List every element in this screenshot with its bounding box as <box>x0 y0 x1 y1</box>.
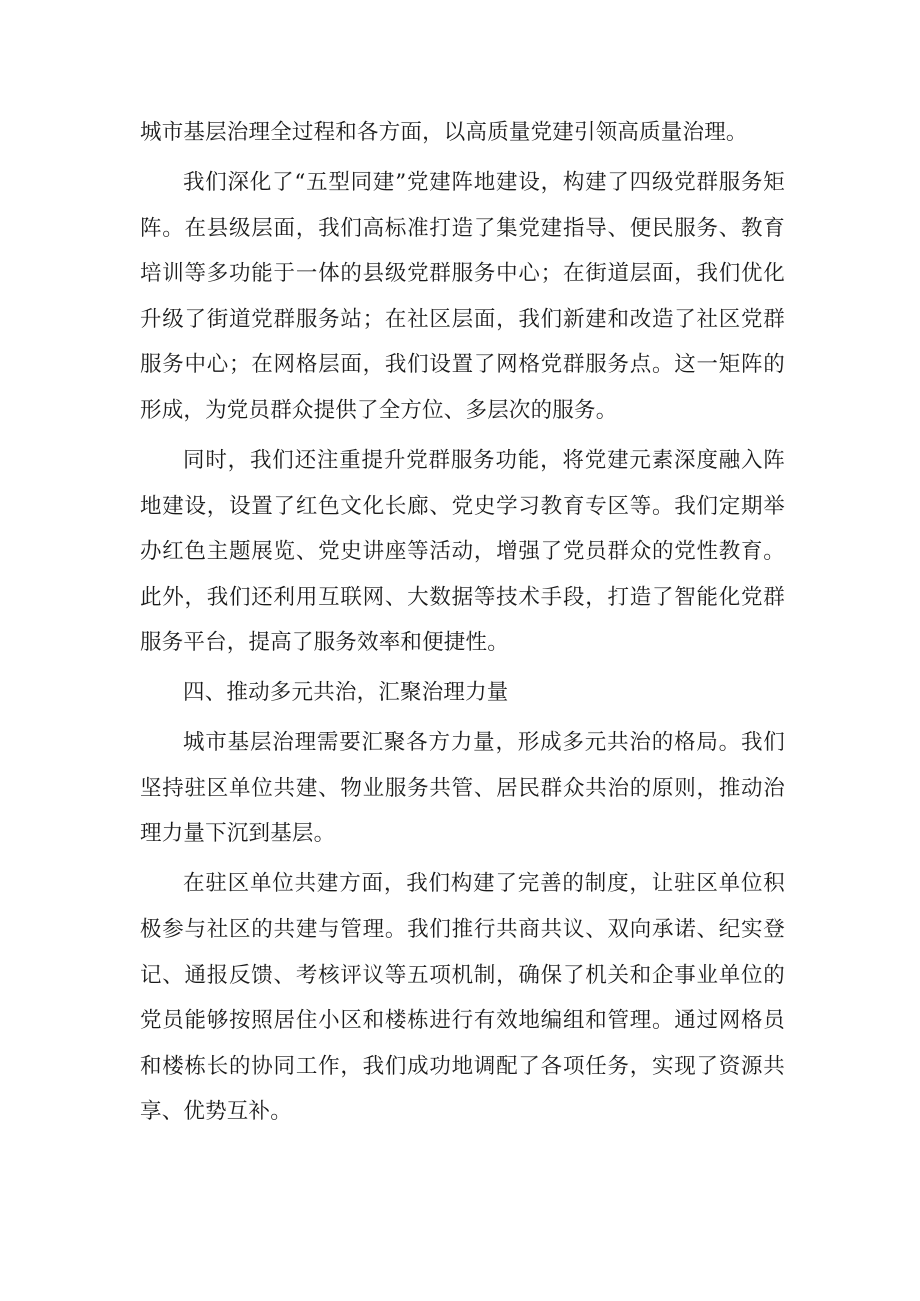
paragraph-service-function: 同时，我们还注重提升党群服务功能，将党建元素深度融入阵地建设，设置了红色文化长廊、党史学习教育专区等。我们定期举办红色主题展览、党史讲座等活动，增强了党员群众的党性教育。此外，我们还利用互联网、大数据等技术手段，打造了智能化党群服务平台，提高了服务效率和便捷性。 <box>140 447 785 656</box>
section-heading: 四、推动多元共治，汇聚治理力量 <box>183 680 509 706</box>
document-body <box>140 110 785 1139</box>
paragraph-continuation: 城市基层治理全过程和各方面，以高质量党建引领高质量治理。 <box>140 120 748 145</box>
paragraph-position-matrix: 我们深化了“五型同建”党建阵地建设，构建了四级党群服务矩阵。在县级层面，我们高标准打造了集党建指导、便民服务、教育培训等多功能于一体的县级党群服务中心；在街道层面，我们优化升级了街道党群服务站；在社区层面，我们新建和改造了社区党群服务中心；在网格层面，我们设置了网格党群服务点。这一矩阵的形成，为党员群众提供了全方位、多层次的服务。 <box>140 169 785 423</box>
paragraph-co-governance: 城市基层治理需要汇聚各方力量，形成多元共治的格局。我们坚持驻区单位共建、物业服务共管、居民群众共治的原则，推动治理力量下沉到基层。 <box>140 730 785 847</box>
paragraph-unit-co-building: 在驻区单位共建方面，我们构建了完善的制度，让驻区单位积极参与社区的共建与管理。我们推行共商共议、双向承诺、纪实登记、通报反馈、考核评议等五项机制，确保了机关和企事业单位的党员能够按照居住小区和楼栋进行有效地编组和管理。通过网格员和楼栋长的协同工作，我们成功地调配了各项任务，实现了资源共享、优势互补。 <box>140 871 785 1125</box>
